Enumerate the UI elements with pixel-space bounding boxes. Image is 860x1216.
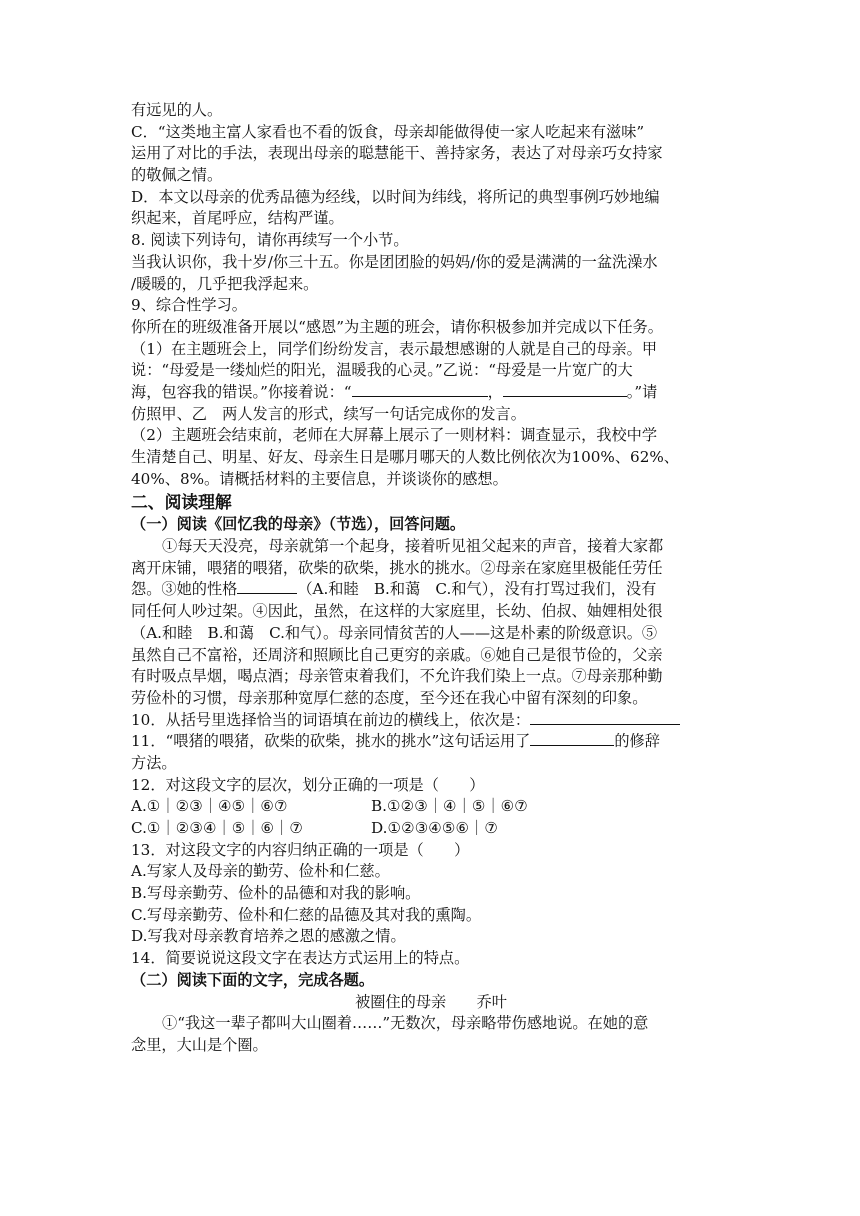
q8-poem-line2: /暖暖的，几乎把我浮起来。 (131, 274, 319, 293)
q9-task1-line3 (131, 382, 731, 404)
q9-task2-line2: 生清楚自己、明星、好友、母亲生日是哪月哪天的人数比例依次为100%、62%、 (131, 448, 679, 466)
q11-text-b: 的修辞 (614, 732, 660, 751)
q11-answer-blank[interactable] (530, 731, 614, 746)
q9-task1-text-b: ， (487, 382, 503, 401)
q9-intro: 你所在的班级准备开展以“感恩”为主题的班会，请你积极参加并完成以下任务。 (131, 317, 663, 336)
q8-poem-line1: 当我认识你，我十岁/你三十五。你是团团脸的妈妈/你的爱是满满的一盆洗澡水 (131, 252, 658, 271)
q7-option-d-line2: 织起来，首尾呼应，结构严谨。 (131, 209, 344, 228)
passage-line2: 离开床铺，喂猪的喂猪，砍柴的砍柴，挑水的挑水。②母亲在家庭里极能任劳任 (131, 558, 663, 577)
q7-option-b-end: 有远见的人。 (131, 101, 223, 119)
q9-answer-blank-2[interactable] (503, 382, 627, 397)
q9-task1-text-a: 海，包容我的错误。”你接着说：“ (131, 382, 352, 401)
passage-line5: （A.和睦 B.和蔼 C.和气）。母亲同情贫苦的人——这是朴素的阶级意识。⑤ (131, 623, 658, 642)
q11-line1 (131, 731, 731, 753)
q7-option-c-line3: 的敬佩之情。 (131, 166, 223, 185)
q7-option-c-line1: C．“这类地主富人家看也不看的饭食，母亲却能做得使一家人吃起来有滋味” (131, 122, 645, 141)
q7-option-c-line2: 运用了对比的手法，表现出母亲的聪慧能干、善持家务，表达了对母亲巧女持家 (131, 144, 663, 163)
q9-task2-line1: （2）主题班会结束前，老师在大屏幕上展示了一则材料：调查显示，我校中学 (131, 426, 658, 445)
q12-options-row1 (131, 796, 731, 818)
q12-option-d: D.①②③④⑤⑥｜⑦ (371, 819, 498, 837)
section-heading: 二、阅读理解 (131, 492, 232, 513)
q10-answer-blank[interactable] (530, 710, 680, 725)
q7-option-d-line1: D．本文以母亲的优秀品德为经线，以时间为纬线，将所记的典型事例巧妙地编 (131, 187, 660, 206)
q9-task1-line1: （1）在主题班会上，同学们纷纷发言，表示最想感谢的人就是自己的母亲。甲 (131, 339, 658, 358)
passage-text-b: （A.和睦 B.和蔼 C.和气），没有打骂过我们，没有 (297, 580, 657, 599)
passage-line7: 有时吸点旱烟，喝点酒；母亲管束着我们，不允许我们染上一点。⑦母亲那种勤 (131, 667, 663, 686)
q12-option-c: C.①｜②③④｜⑤｜⑥｜⑦ (131, 819, 303, 837)
q13-option-d: D.写我对母亲教育培养之恩的感激之情。 (131, 927, 406, 946)
q9-task1-text-c: 。”请 (626, 382, 658, 401)
q9-answer-blank-1[interactable] (352, 382, 488, 397)
document-page (131, 100, 731, 1057)
q12-stem: 12．对这段文字的层次，划分正确的一项是（ ） (131, 775, 485, 794)
q9-task1-line2: 说：“母爱是一缕灿烂的阳光，温暖我的心灵。”乙说：“母爱是一片宽广的大 (131, 361, 633, 380)
article-para1-line2: 念里，大山是个圈。 (131, 1035, 268, 1054)
q11-line2: 方法。 (131, 753, 177, 772)
q9-title: 9、综合性学习。 (131, 296, 247, 315)
q11-text-a: 11．“喂猪的喂猪，砍柴的砍柴，挑水的挑水”这句话运用了 (131, 732, 531, 751)
q13-option-b: B.写母亲勤劳、俭朴的品德和对我的影响。 (131, 884, 421, 903)
q12-options-row2 (131, 818, 731, 840)
passage-text-a: 怨。③她的性格 (131, 580, 238, 599)
passage-fill-blank[interactable] (237, 579, 297, 594)
passage-line8: 劳俭朴的习惯，母亲那种宽厚仁慈的态度，至今还在我心中留有深刻的印象。 (131, 688, 648, 707)
q9-task1-line4: 仿照甲、乙 两人发言的形式，续写一句话完成你的发言。 (131, 404, 526, 423)
passage-line3 (131, 579, 731, 601)
q14: 14．简要说说这段文字在表达方式运用上的特点。 (131, 949, 470, 968)
q12-option-b: B.①②③｜④｜⑤｜⑥⑦ (371, 797, 528, 816)
passage-line4: 同任何人吵过架。④因此，虽然，在这样的大家庭里，长幼、伯叔、妯娌相处很 (131, 602, 663, 621)
q10-text: 10．从括号里选择恰当的词语填在前边的横线上，依次是： (131, 710, 531, 729)
article-para1-line1: ①“我这一辈子都叫大山圈着……”无数次，母亲略带伤感地说。在她的意 (162, 1014, 649, 1033)
part2-heading: （二）阅读下面的文字，完成各题。 (131, 970, 374, 989)
q13-stem: 13．对这段文字的内容归纳正确的一项是（ ） (131, 840, 470, 859)
q10 (131, 710, 731, 732)
q12-option-a: A.①｜②③｜④⑤｜⑥⑦ (131, 797, 288, 816)
article-title: 被圈住的母亲 乔叶 (355, 992, 507, 1011)
q8-title: 8. 阅读下列诗句，请你再续写一个小节。 (131, 231, 409, 250)
q9-task2-line3: 40%、8%。请概括材料的主要信息，并谈谈你的感想。 (131, 469, 508, 488)
q13-option-c: C.写母亲勤劳、俭朴和仁慈的品德及其对我的熏陶。 (131, 905, 482, 924)
part1-heading: （一）阅读《回忆我的母亲》（节选），回答问题。 (131, 515, 466, 534)
passage-line6: 虽然自己不富裕，还周济和照顾比自己更穷的亲戚。⑥她自己是很节俭的，父亲 (131, 645, 663, 664)
passage-line1: ①每天天没亮，母亲就第一个起身，接着听见祖父起来的声音，接着大家都 (162, 537, 664, 556)
q13-option-a: A.写家人及母亲的勤劳、俭朴和仁慈。 (131, 862, 390, 881)
